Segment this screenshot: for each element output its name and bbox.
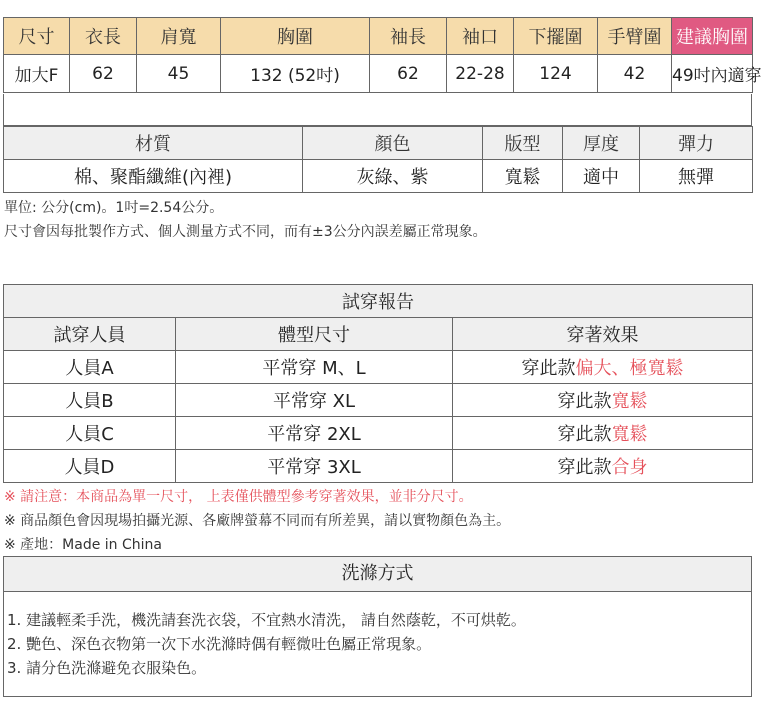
fabric-header-cell: 彈力	[640, 127, 753, 160]
size-header-cell: 袖長	[370, 18, 447, 55]
fabric-value-cell: 灰綠、紫	[303, 160, 483, 193]
trial-person: 人員A	[4, 351, 176, 384]
size-value-cell: 加大F	[4, 55, 70, 93]
color-disclaimer: ※ 商品顏色會因現場拍攝光源、各廠牌螢幕不同而有所差異，請以實物顏色為主。	[4, 513, 511, 529]
effect-prefix: 穿此款	[557, 424, 612, 445]
trial-size: 平常穿 2XL	[176, 417, 453, 450]
trial-person: 人員D	[4, 450, 176, 483]
effect-highlight: 寬鬆	[611, 391, 648, 412]
fabric-header-cell: 材質	[4, 127, 303, 160]
trial-size: 平常穿 XL	[176, 384, 453, 417]
table-row	[4, 417, 753, 450]
trial-table	[3, 284, 753, 483]
trial-size: 平常穿 M、L	[176, 351, 453, 384]
single-size-warning: ※ 請注意：本商品為單一尺寸， 上表僅供體型參考穿著效果，並非分尺寸。	[4, 489, 473, 505]
washing-line: 2. 艷色、深色衣物第一次下水洗滌時偶有輕微吐色屬正常現象。	[7, 635, 432, 653]
effect-highlight: 寬鬆	[611, 424, 648, 445]
table-row	[4, 450, 753, 483]
fabric-header-cell: 厚度	[563, 127, 640, 160]
size-value-cell: 42	[598, 55, 672, 93]
trial-effect	[453, 384, 753, 417]
fabric-value-cell: 棉、聚酯纖維(內裡)	[4, 160, 303, 193]
fabric-header-cell: 版型	[483, 127, 563, 160]
effect-highlight: 合身	[611, 457, 648, 478]
trial-header-cell: 穿著效果	[453, 318, 753, 351]
unit-note: 單位: 公分(cm)。1吋=2.54公分。	[4, 200, 224, 216]
measure-note: 尺寸會因每批製作方式、個人測量方式不同，而有±3公分內誤差屬正常現象。	[4, 224, 487, 240]
fabric-value-cell: 適中	[563, 160, 640, 193]
size-value-cell: 62	[70, 55, 137, 93]
washing-section	[3, 556, 752, 697]
washing-line: 1. 建議輕柔手洗，機洗請套洗衣袋，不宜熱水清洗， 請自然蔭乾，不可烘乾。	[7, 611, 526, 629]
size-header-cell: 袖口	[447, 18, 514, 55]
fabric-header-row	[4, 127, 753, 160]
size-value-cell: 132 (52吋)	[221, 55, 370, 93]
fabric-table	[3, 126, 753, 193]
size-value-row	[4, 55, 753, 93]
size-value-cell: 124	[514, 55, 598, 93]
effect-highlight: 偏大、極寬鬆	[575, 358, 684, 379]
size-value-cell: 45	[137, 55, 221, 93]
trial-title-row	[4, 285, 753, 318]
trial-person: 人員B	[4, 384, 176, 417]
fabric-value-cell: 無彈	[640, 160, 753, 193]
fabric-value-row	[4, 160, 753, 193]
blank-row	[3, 94, 752, 126]
table-row	[4, 384, 753, 417]
size-value-cell: 62	[370, 55, 447, 93]
washing-line: 3. 請分色洗滌避免衣服染色。	[7, 659, 207, 677]
effect-prefix: 穿此款	[557, 391, 612, 412]
recommended-bust-header: 建議胸圍	[672, 18, 753, 55]
size-value-cell: 22-28	[447, 55, 514, 93]
trial-size: 平常穿 3XL	[176, 450, 453, 483]
size-header-cell: 手臂圍	[598, 18, 672, 55]
trial-effect	[453, 450, 753, 483]
size-header-cell: 下擺圍	[514, 18, 598, 55]
trial-effect	[453, 351, 753, 384]
trial-effect	[453, 417, 753, 450]
trial-header-row	[4, 318, 753, 351]
trial-person: 人員C	[4, 417, 176, 450]
size-table	[3, 17, 762, 93]
effect-prefix: 穿此款	[557, 457, 612, 478]
size-header-cell: 肩寬	[137, 18, 221, 55]
size-value-cell: 49吋內適穿	[672, 55, 753, 93]
washing-title: 洗滌方式	[4, 557, 751, 592]
size-header-row	[4, 18, 753, 55]
effect-prefix: 穿此款	[521, 358, 576, 379]
fabric-value-cell: 寬鬆	[483, 160, 563, 193]
trial-title: 試穿報告	[4, 285, 753, 318]
fabric-header-cell: 顏色	[303, 127, 483, 160]
table-row	[4, 351, 753, 384]
size-header-cell: 胸圍	[221, 18, 370, 55]
size-header-cell: 尺寸	[4, 18, 70, 55]
size-header-cell: 衣長	[70, 18, 137, 55]
trial-header-cell: 試穿人員	[4, 318, 176, 351]
trial-header-cell: 體型尺寸	[176, 318, 453, 351]
origin-note: ※ 產地：Made in China	[4, 537, 162, 553]
